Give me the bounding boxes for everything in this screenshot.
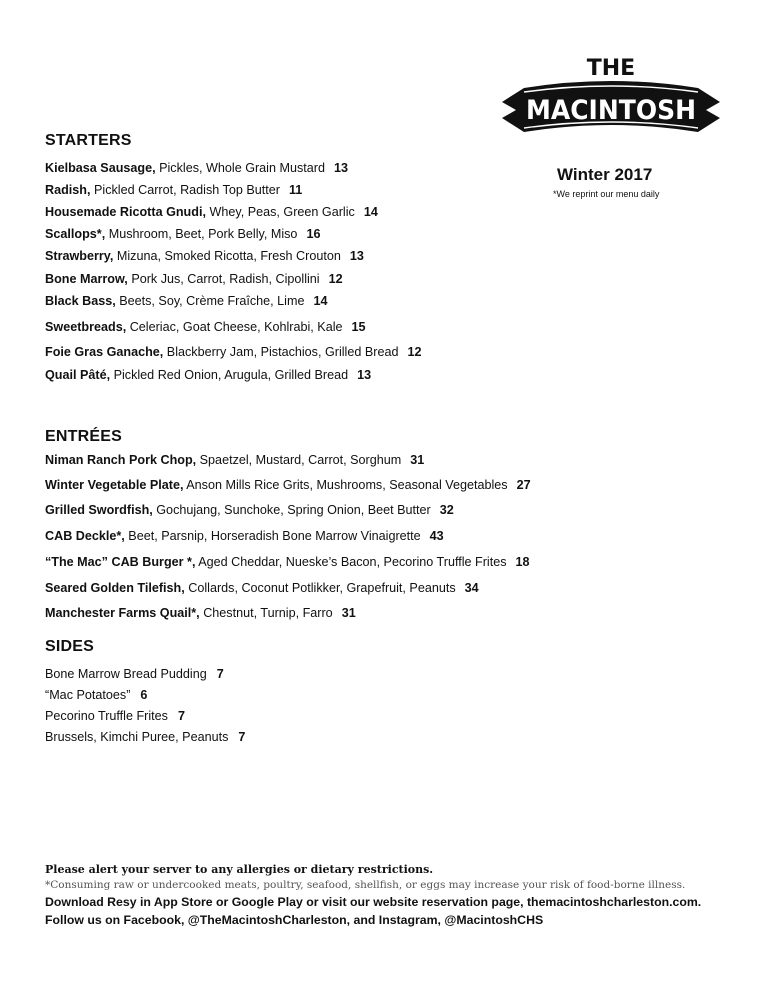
- logo-the-text: THE: [586, 56, 636, 81]
- starter-item: Sweetbreads, Celeriac, Goat Cheese, Kohlrabi, Kale 15: [45, 320, 366, 334]
- entree-item: Winter Vegetable Plate, Anson Mills Rice Grits, Mushrooms, Seasonal Vegetables 27: [45, 478, 531, 492]
- entree-item: Grilled Swordfish, Gochujang, Sunchoke, Spring Onion, Beet Butter 32: [45, 503, 454, 517]
- logo-banner-text: MACINTOSH: [526, 95, 696, 126]
- side-item: Bone Marrow Bread Pudding 7: [45, 667, 224, 681]
- starter-item: Radish, Pickled Carrot, Radish Top Butter 11: [45, 183, 303, 197]
- raw-food-warning: *Consuming raw or undercooked meats, poultry, seafood, shellfish, or eggs may increase your risk of food-borne illness.: [45, 879, 686, 891]
- starter-item: Quail Pâté, Pickled Red Onion, Arugula, Grilled Bread 13: [45, 368, 372, 382]
- entree-item: “The Mac” CAB Burger *, Aged Cheddar, Nueske’s Bacon, Pecorino Truffle Frites 18: [45, 555, 530, 569]
- entree-item: Niman Ranch Pork Chop, Spaetzel, Mustard, Carrot, Sorghum 31: [45, 453, 425, 467]
- side-item: “Mac Potatoes” 6: [45, 688, 148, 702]
- allergy-notice: Please alert your server to any allergies or dietary restrictions.: [45, 863, 434, 876]
- side-item: Pecorino Truffle Frites 7: [45, 709, 185, 723]
- resy-notice: Download Resy in App Store or Google Play or visit our website reservation page, themacintoshcharleston.com.: [45, 895, 702, 909]
- reprint-note: *We reprint our menu daily: [553, 189, 660, 199]
- starter-item: Kielbasa Sausage, Pickles, Whole Grain Mustard 13: [45, 161, 348, 175]
- season-label: Winter 2017: [557, 165, 653, 184]
- macintosh-logo: [500, 50, 722, 150]
- starter-item: Scallops*, Mushroom, Beet, Pork Belly, Miso 16: [45, 227, 321, 241]
- entree-item: CAB Deckle*, Beet, Parsnip, Horseradish Bone Marrow Vinaigrette 43: [45, 529, 444, 543]
- starter-item: Foie Gras Ganache, Blackberry Jam, Pistachios, Grilled Bread 12: [45, 345, 422, 359]
- social-notice: Follow us on Facebook, @TheMacintoshCharleston, and Instagram, @MacintoshCHS: [45, 913, 544, 927]
- entree-item: Manchester Farms Quail*, Chestnut, Turnip, Farro 31: [45, 606, 356, 620]
- starter-item: Black Bass, Beets, Soy, Crème Fraîche, Lime 14: [45, 294, 328, 308]
- starter-item: Bone Marrow, Pork Jus, Carrot, Radish, Cipollini 12: [45, 272, 343, 286]
- entrees-heading: ENTRÉES: [45, 428, 122, 445]
- starter-item: Housemade Ricotta Gnudi, Whey, Peas, Green Garlic 14: [45, 205, 378, 219]
- starters-heading: STARTERS: [45, 132, 132, 149]
- entree-item: Seared Golden Tilefish, Collards, Coconut Potlikker, Grapefruit, Peanuts 34: [45, 581, 479, 595]
- starter-item: Strawberry, Mizuna, Smoked Ricotta, Fresh Crouton 13: [45, 249, 364, 263]
- sides-heading: SIDES: [45, 638, 95, 655]
- side-item: Brussels, Kimchi Puree, Peanuts 7: [45, 730, 246, 744]
